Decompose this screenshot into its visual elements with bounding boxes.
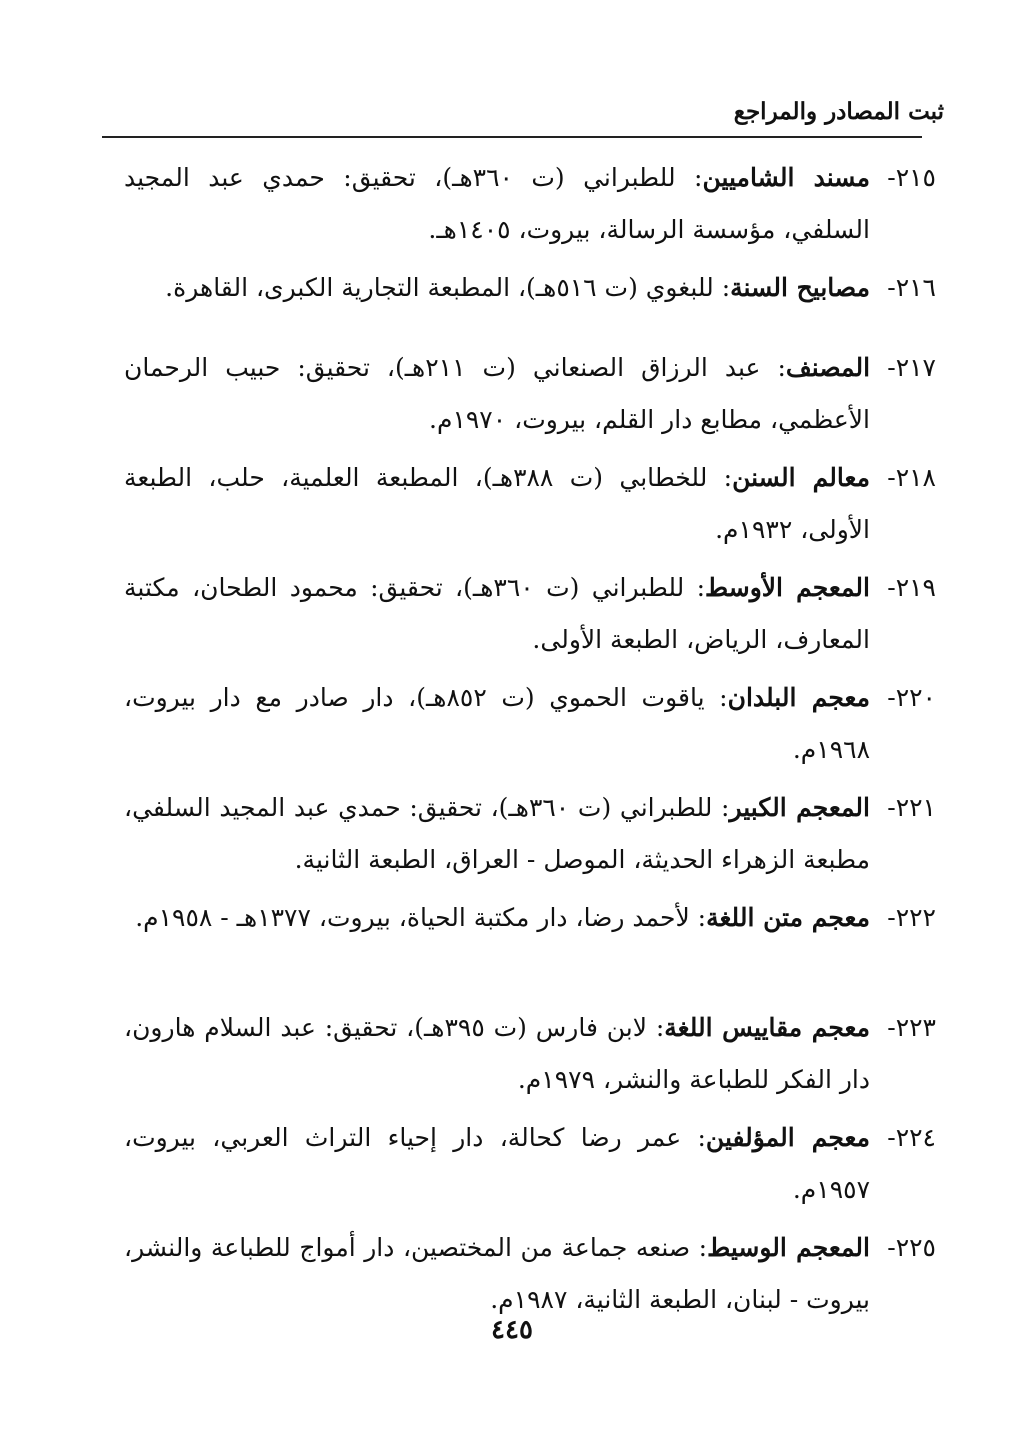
entry-details: : للطبراني (ت ٣٦٠هـ)، تحقيق: حمدي عبد المجيد السلفي، مطبعة الزهراء الحديثة، الموصل - العراق، الطبعة الثانية. (124, 793, 870, 874)
bibliography-list (124, 152, 936, 1332)
entry-text (124, 672, 870, 776)
page-number: ٤٤٥ (491, 1315, 533, 1345)
entry-text (124, 892, 870, 944)
bibliography-entry (124, 672, 936, 782)
entry-text (124, 342, 870, 446)
entry-details: : صنعه جماعة من المختصين، دار أمواج للطباعة والنشر، بيروت - لبنان، الطبعة الثانية، ١٩٨٧م. (124, 1233, 870, 1314)
entry-title: المصنف (785, 353, 871, 382)
entry-number: ٢٢٠- (887, 683, 936, 712)
entry-number: ٢٢٥- (887, 1233, 936, 1262)
entry-text (124, 782, 870, 886)
entry-text (124, 1222, 870, 1326)
bibliography-entry (124, 262, 936, 342)
entry-title: المعجم الكبير (729, 793, 870, 822)
entry-details: : للطبراني (ت ٣٦٠هـ)، تحقيق: حمدي عبد المجيد السلفي، مؤسسة الرسالة، بيروت، ١٤٠٥هـ. (124, 163, 870, 244)
entry-details: : ياقوت الحموي (ت ٨٥٢هـ)، دار صادر مع دار بيروت، ١٩٦٨م. (124, 683, 870, 764)
entry-title: معجم مقاييس اللغة (664, 1013, 871, 1042)
running-head: ثبت المصادر والمراجع (733, 98, 944, 125)
entry-number: ٢١٦- (887, 273, 936, 302)
bibliography-entry (124, 452, 936, 562)
entry-details: : للطبراني (ت ٣٦٠هـ)، تحقيق: محمود الطحان، مكتبة المعارف، الرياض، الطبعة الأولى. (124, 573, 870, 654)
entry-title: معالم السنن (732, 463, 870, 492)
bibliography-entry (124, 782, 936, 892)
entry-number: ٢١٧- (887, 353, 936, 382)
entry-title: معجم متن اللغة (706, 903, 870, 932)
entry-details: : لأحمد رضا، دار مكتبة الحياة، بيروت، ١٣٧٧هـ - ١٩٥٨م. (135, 903, 707, 932)
bibliography-entry (124, 892, 936, 1002)
entry-number: ٢٢٢- (887, 903, 936, 932)
entry-title: المعجم الأوسط (705, 573, 870, 602)
bibliography-entry (124, 152, 936, 262)
entry-text (124, 1002, 870, 1106)
entry-title: مسند الشاميين (702, 163, 870, 192)
entry-number: ٢١٩- (887, 573, 936, 602)
bibliography-entry (124, 342, 936, 452)
entry-number: ٢٢٤- (887, 1123, 936, 1152)
entry-title: معجم البلدان (727, 683, 870, 712)
bibliography-entry (124, 1002, 936, 1112)
entry-details: : للبغوي (ت ٥١٦هـ)، المطبعة التجارية الكبرى، القاهرة. (165, 273, 731, 302)
entry-text (124, 562, 870, 666)
entry-title: مصابيح السنة (730, 273, 870, 302)
header-rule (102, 136, 922, 138)
bibliography-entry (124, 562, 936, 672)
entry-number: ٢٢١- (887, 793, 936, 822)
entry-text (124, 452, 870, 556)
entry-text (124, 262, 870, 314)
entry-details: : للخطابي (ت ٣٨٨هـ)، المطبعة العلمية، حلب، الطبعة الأولى، ١٩٣٢م. (124, 463, 870, 544)
entry-number: ٢٢٣- (887, 1013, 936, 1042)
entry-title: معجم المؤلفين (705, 1123, 870, 1152)
entry-details: : عبد الرزاق الصنعاني (ت ٢١١هـ)، تحقيق: حبيب الرحمان الأعظمي، مطابع دار القلم، بيروت، ١٩٧٠م. (124, 353, 870, 434)
entry-details: : عمر رضا كحالة، دار إحياء التراث العربي، بيروت، ١٩٥٧م. (124, 1123, 870, 1204)
entry-text (124, 152, 870, 256)
bibliography-entry (124, 1112, 936, 1222)
entry-title: المعجم الوسيط (707, 1233, 870, 1262)
entry-text (124, 1112, 870, 1216)
entry-details: : لابن فارس (ت ٣٩٥هـ)، تحقيق: عبد السلام هارون، دار الفكر للطباعة والنشر، ١٩٧٩م. (124, 1013, 870, 1094)
entry-number: ٢١٨- (887, 463, 936, 492)
entry-number: ٢١٥- (887, 163, 936, 192)
